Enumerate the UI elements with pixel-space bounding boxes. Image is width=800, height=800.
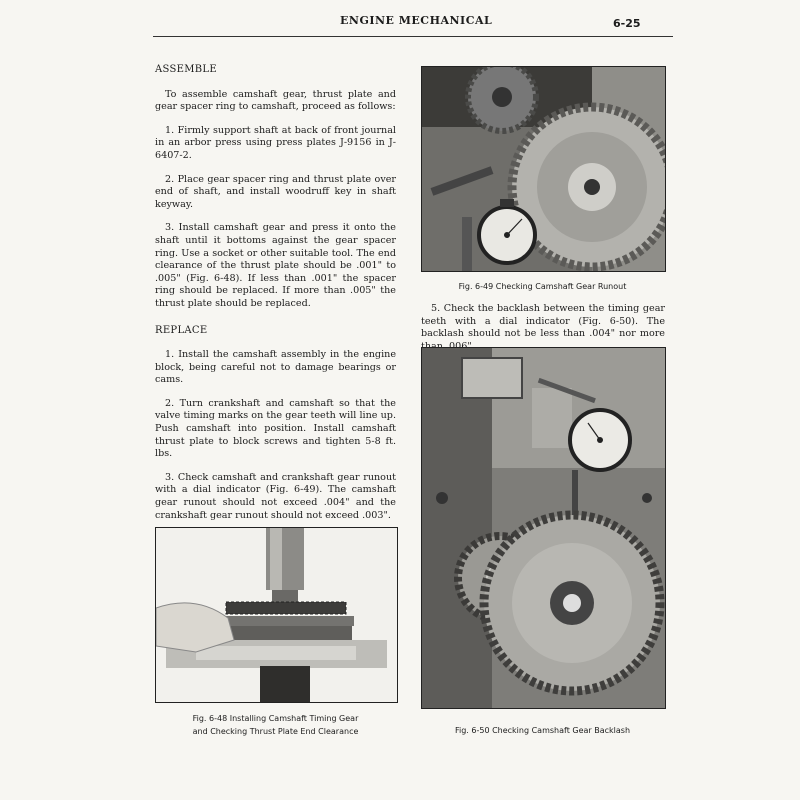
figure-6-49-caption: Fig. 6-49 Checking Camshaft Gear Runout [458, 282, 627, 291]
left-column [155, 64, 396, 582]
page-number: 6-25 [613, 17, 641, 30]
figure-6-48-caption-line-1: Fig. 6-48 Installing Camshaft Timing Gear [192, 714, 359, 723]
step-5: 5. Check the backlash between the timing gear teeth with a dial indicator (Fig. 6-50). The backlash should not be less than .004" nor more [421, 303, 665, 340]
header-title: ENGINE MECHANICAL [340, 14, 493, 27]
figure-6-50-caption: Fig. 6-50 Checking Camshaft Gear Backlash [454, 726, 631, 735]
replace-step-1: 1. Install the camshaft assembly in the engine block, being careful not to damage bearings or cams. [155, 349, 396, 386]
assemble-step-1: 1. Firmly support shaft at back of front journal in an arbor press using press plates J-9156 in J-6407-2. [155, 124, 396, 161]
assemble-step-3: 3. Install camshaft gear and press it onto the shaft until it bottoms against the gear spacer ring. Use a socket or other suitable tool. The end clearance of the thrust plate should be .001" to .005" (Fig. 6-48). If less than .001" the spacer ring should be replaced. If more than .005" the thrust plate should be replaced. [155, 222, 396, 309]
assemble-heading: ASSEMBLE [155, 64, 217, 75]
replace-step-2: 2. Turn crankshaft and camshaft so that the valve timing marks on the gear teeth will line up. Push camshaft into position. Install camshaft thrust plate to block screws and tighten 5-8 ft. lbs. [155, 397, 396, 460]
header-rule [153, 36, 673, 37]
figure-6-48-caption [155, 712, 396, 738]
figure-6-48-photo [155, 527, 398, 703]
figure-6-50-photo [421, 347, 666, 709]
figure-6-49-photo [421, 66, 666, 272]
assemble-intro: To assemble camshaft gear, thrust plate and gear spacer ring to camshaft, proceed as follows: [155, 88, 396, 113]
assemble-step-2: 2. Place gear spacer ring and thrust plate over end of shaft, and install woodruff key in shaft keyway. [155, 173, 396, 210]
replace-step-3: 3. Check camshaft and crankshaft gear runout with a dial indicator (Fig. 6-49). The camshaft gear runout should not exceed .004" and the crankshaft gear runout should not exceed .003". [155, 471, 396, 521]
replace-heading: REPLACE [155, 324, 208, 336]
figure-6-48-caption-line-2: and Checking Thrust Plate End Clearance [192, 727, 359, 736]
